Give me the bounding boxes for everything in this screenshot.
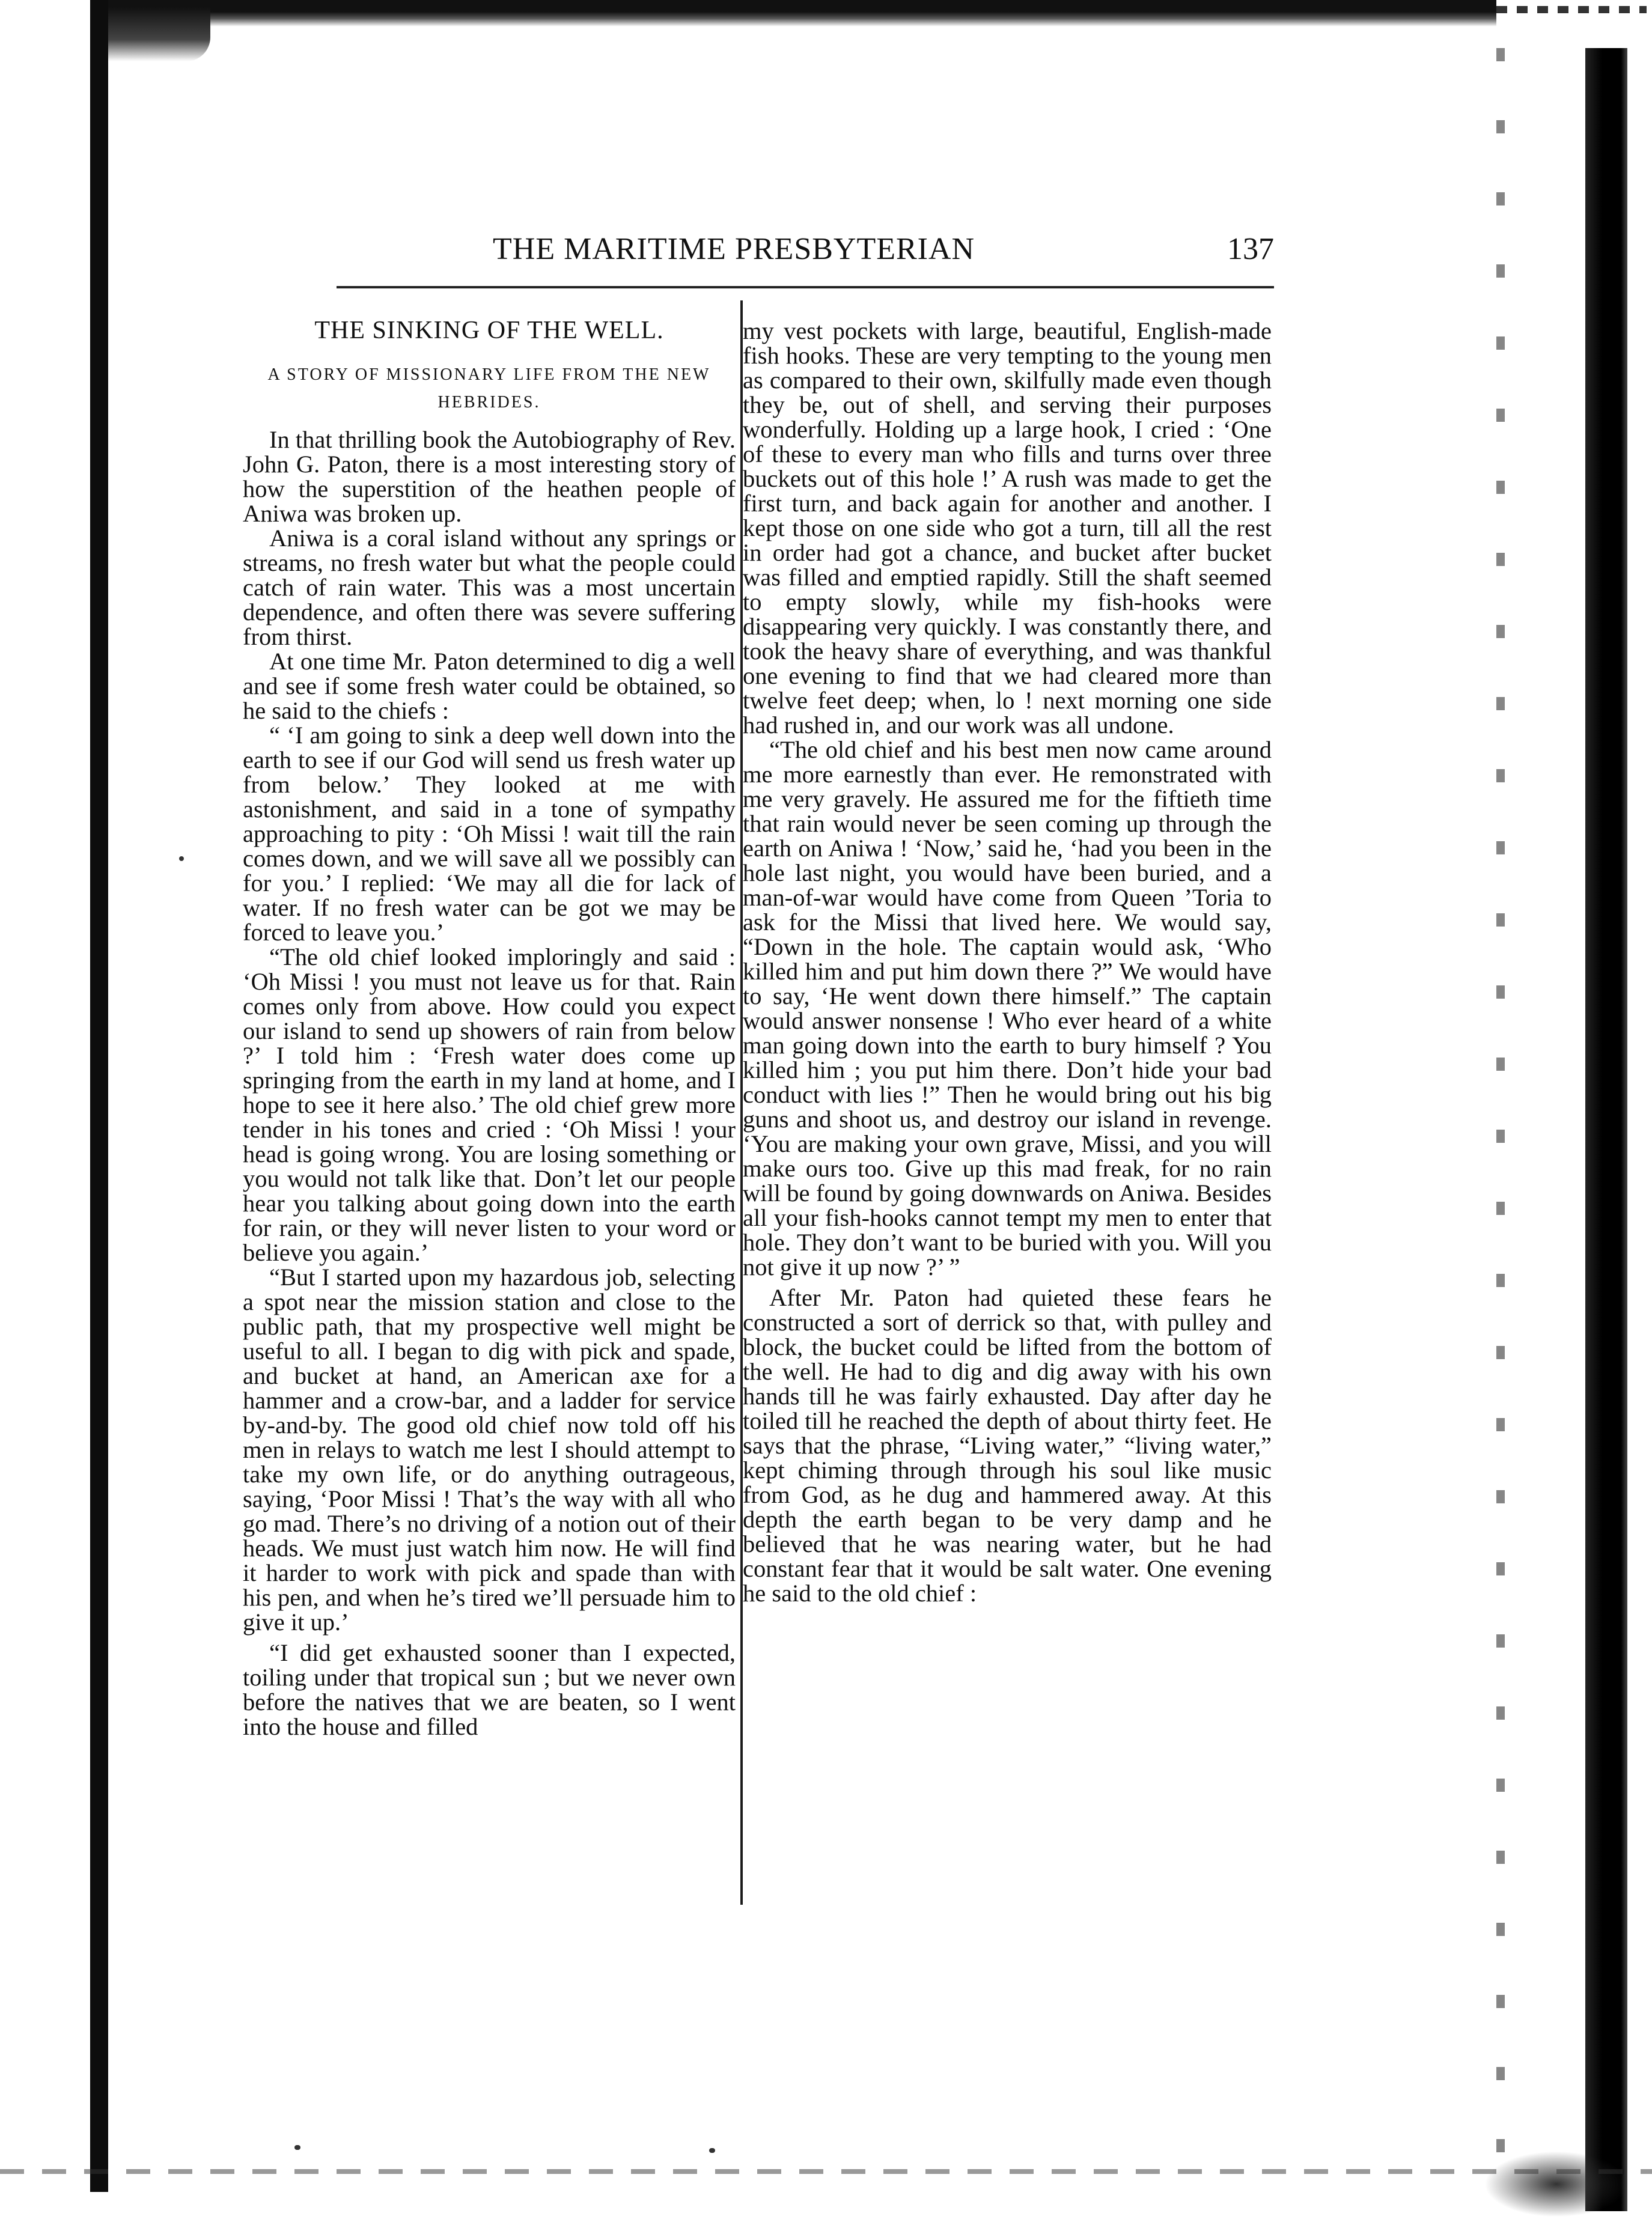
scan-left-edge [90, 0, 108, 2192]
left-column [243, 318, 736, 1739]
scan-right-edge [1585, 48, 1627, 2211]
header-rule [337, 286, 1274, 288]
stray-dot [294, 2145, 300, 2150]
scan-bottom-dashes [0, 2169, 1652, 2174]
paragraph: “The old chief and his best men now came around me more earnestly than ever. He remonstrated with me very gravely. He assured me for the fiftieth time that rain would never be seen coming up through the earth on Aniwa ! ‘Now,’ said he, ‘had you been in the hole last night, you would have been buried, and a man-of-war would have come from Queen ’Toria to ask for the Missi that lived here. We would say, “Down in the hole. The captain would ask, ‘Who killed him and put him down there ?” We would have to say, ‘He went down there himself.” The captain would answer nonsense ! Who ever heard of a white man going down into the earth to bury himself ? You killed him ; you put him there. Don’t hide your bad conduct with lies !” Then he would bring out his big guns and shoot us, and destroy our island in revenge. ‘You are making your own grave, Missi, and you will make ours too. Give up this mad freak, for no rain will be found by going downwards on Aniwa. Besides all your fish-hooks cannot tempt my men to enter that hole. They don’t want to be buried with you. Will you not give it up now ?’ ” [743, 736, 1272, 1280]
article-subtitle: A STORY OF MISSIONARY LIFE FROM THE NEW HEBRIDES. [267, 365, 711, 412]
page-number: 137 [1227, 232, 1274, 266]
paragraph: my vest pockets with large, beautiful, English-made fish hooks. These are very tempting to the young men as compared to their own, skilfully made even though they be, out of shell, and serving their purposes wonderfully. Holding up a large hook, I cried : ‘One of these to every man who fills and turns over three buckets out of this hole !’ A rush was made to get the first turn, and back again for another and another. I kept those on one side who got a turn, till all the rest in order had got a chance, and bucket after bucket was filled and emptied rapidly. Still the shaft seemed to empty slowly, while my fish-hooks were disappearing very quickly. I was constantly there, and took the heavy share of everything, and was thankful one evening to find that we had cleared more than twelve feet deep; when, lo ! next morning one side had rushed in, and our work was all undone. [743, 317, 1272, 738]
scan-top-edge [90, 0, 1496, 26]
scan-top-edge-dashes [1496, 6, 1647, 13]
journal-title: THE MARITIME PRESBYTERIAN [493, 232, 975, 266]
running-head [240, 231, 1274, 273]
paragraph: Aniwa is a coral island without any springs or streams, no fresh water but what the people could catch of rain water. This was a most uncertain dependence, and often there was severe suffering from thirst. [243, 525, 736, 650]
paragraph: “But I started upon my hazardous job, selecting a spot near the mission station and close to the public path, that my prospective well might be useful to all. I began to dig with pick and spade, and bucket at hand, an American axe for a hammer and a crow-bar, and a ladder for service by-and-by. The good old chief now told off his men in relays to watch me lest I should attempt to take my own life, or do anything outrageous, saying, ‘Poor Missi ! That’s the way with all who go mad. There’s no driving of a notion out of their heads. We must just watch him now. He will find it harder to work with pick and spade than with his pen, and when he’s tired we’ll persuade him to give it up.’ [243, 1264, 736, 1636]
paragraph: “The old chief looked imploringly and said : ‘Oh Missi ! you must not leave us for that. Rain comes only from above. How could you expect our island to send up showers of rain from below ?’ I told him : ‘Fresh water does come up springing from the earth in my land at home, and I hope to see it here also.’ The old chief grew more tender in his tones and cried : ‘Oh Missi ! your head is going wrong. You are losing something or you would not talk like that. Don’t let our people hear you talking about going down into the earth for rain, or they will never listen to your word or believe you again.’ [243, 943, 736, 1266]
stray-dot [709, 2148, 715, 2153]
right-column [743, 318, 1272, 1606]
paragraph: At one time Mr. Paton determined to dig a well and see if some fresh water could be obtained, so he said to the chiefs : [243, 648, 736, 724]
paragraph: “I did get exhausted sooner than I expected, toiling under that tropical sun ; but we never own before the natives that we are beaten, so I went into the house and filled [243, 1639, 736, 1740]
paragraph: In that thrilling book the Autobiography of Rev. John G. Paton, there is a most interesting story of how the superstition of the heathen people of Aniwa was broken up. [243, 426, 736, 527]
scan-corner-blot [90, 7, 210, 61]
paragraph: After Mr. Paton had quieted these fears he constructed a sort of derrick so that, with pulley and block, the bucket could be lifted from the bottom of the well. He had to dig and dig away with his own hands till he was fairly exhausted. Day after day he toiled till he reached the depth of about thirty feet. He says that the phrase, “Living water,” “living water,” kept chiming through through his soul like music from God, as he dug and hammered away. At this depth the earth began to be very damp and he believed that he was nearing water, but he had constant fear that it would be salt water. One evening he said to the old chief : [743, 1284, 1272, 1607]
stray-dot [179, 856, 184, 861]
paragraph: “ ‘I am going to sink a deep well down into the earth to see if our God will send us fresh water up from below.’ They looked at me with astonishment, and said in a tone of sympathy approaching to pity : ‘Oh Missi ! wait till the rain comes down, and we will save all we possibly can for you.’ I replied: ‘We may all die for lack of water. If no fresh water can be got we may be forced to leave you.’ [243, 722, 736, 946]
scan-bottom-smudge [1484, 2151, 1629, 2217]
article-title: THE SINKING OF THE WELL. [314, 317, 664, 344]
scan-right-fringe [1496, 48, 1505, 2187]
